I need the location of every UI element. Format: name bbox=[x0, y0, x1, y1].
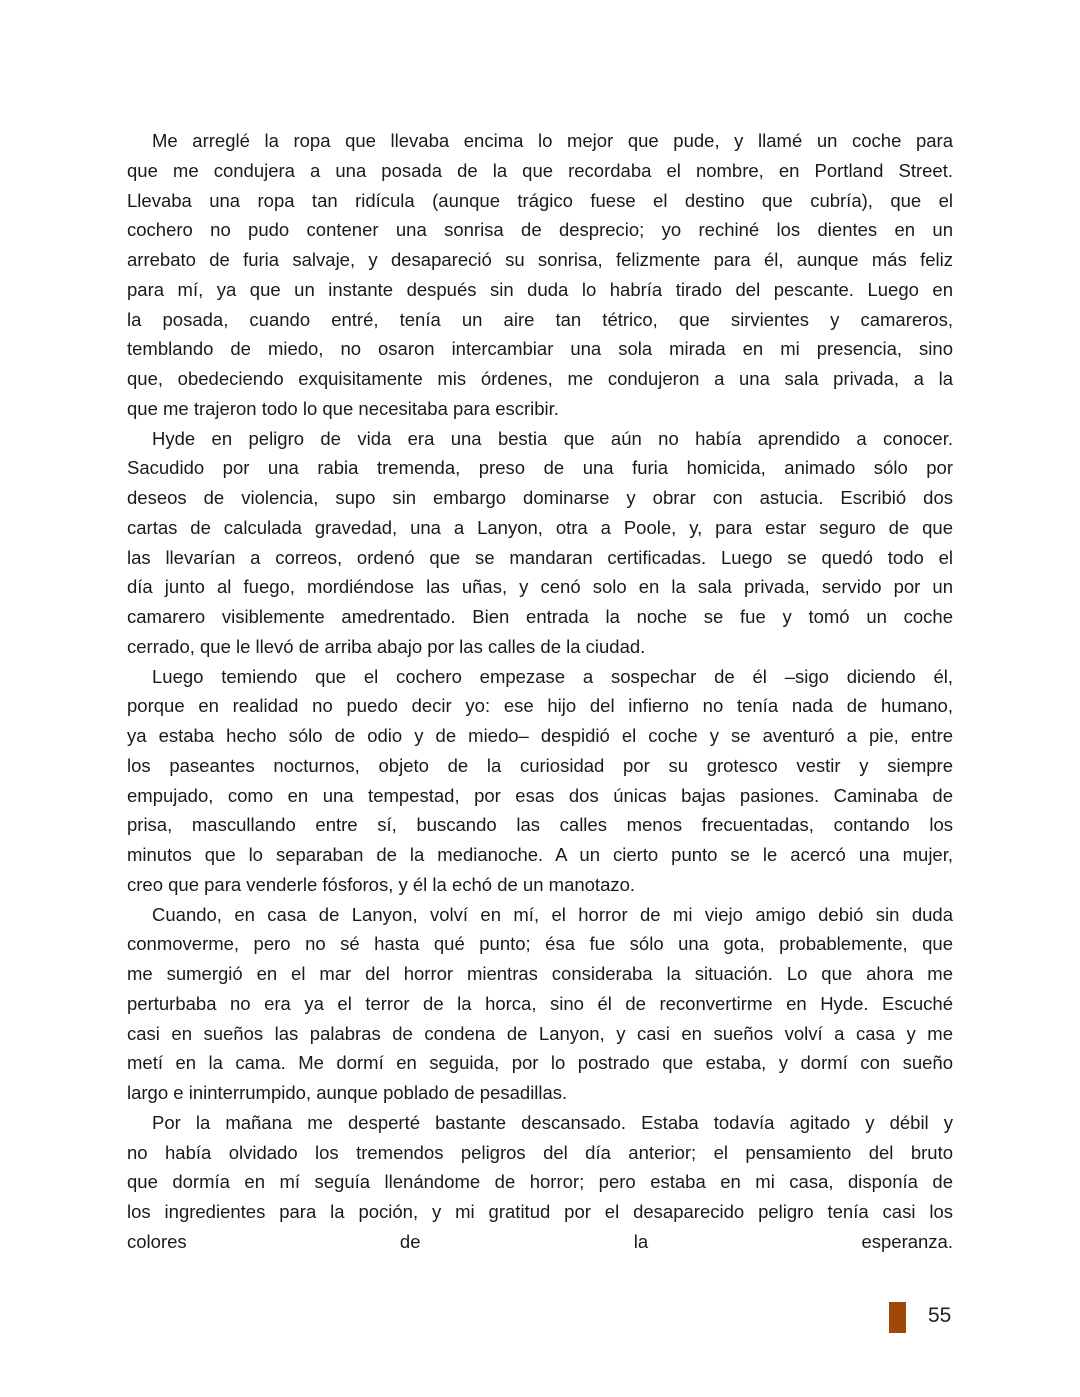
text-line: para mí, ya que un instante después sin duda lo habría tirado del pescante. Luego en bbox=[127, 278, 953, 300]
text-line: que me condujera a una posada de la que recordaba el nombre, en Portland Street. bbox=[127, 159, 953, 181]
text-line: la posada, cuando entré, tenía un aire tan tétrico, que sirvientes y camareros, bbox=[127, 308, 953, 330]
text-line: colores de la esperanza. bbox=[127, 1230, 953, 1252]
text-line: Llevaba una ropa tan ridícula (aunque trágico fuese el destino que cubría), que el bbox=[127, 189, 953, 211]
text-line: largo e ininterrumpido, aunque poblado de pesadillas. bbox=[127, 1082, 568, 1103]
text-line: empujado, como en una tempestad, por esas dos únicas bajas pasiones. Caminaba de bbox=[127, 784, 953, 806]
text-line: Por la mañana me desperté bastante descansado. Estaba todavía agitado y débil y bbox=[152, 1111, 953, 1133]
text-line: cochero no pudo contener una sonrisa de desprecio; yo rechiné los dientes en un bbox=[127, 219, 953, 241]
text-line: cartas de calculada gravedad, una a Lanyon, otra a Poole, y, para estar seguro de que bbox=[127, 516, 953, 538]
text-line: día junto al fuego, mordiéndose las uñas, y cenó solo en la sala privada, servido por un bbox=[127, 576, 953, 598]
text-line: Hyde en peligro de vida era una bestia que aún no había aprendido a conocer. bbox=[152, 427, 953, 449]
text-line: ya estaba hecho sólo de odio y de miedo– despidió el coche y se aventuró a pie, entre bbox=[127, 725, 953, 746]
text-line: conmoverme, pero no sé hasta qué punto; ésa fue sólo una gota, probablemente, que bbox=[127, 933, 953, 955]
text-line: las llevarían a correos, ordenó que se mandaran certificadas. Luego se quedó todo el bbox=[127, 546, 953, 568]
text-line: perturbaba no era ya el terror de la horca, sino él de reconvertirme en Hyde. Escuché bbox=[127, 992, 953, 1014]
text-line: minutos que lo separaban de la medianoche. A un cierto punto se le acercó una mujer, bbox=[127, 844, 953, 865]
paragraph bbox=[127, 900, 953, 1108]
body-text bbox=[127, 126, 953, 1257]
text-line: temblando de miedo, no osaron intercambiar una sola mirada en mi presencia, sino bbox=[127, 338, 953, 360]
text-line: los ingredientes para la poción, y mi gratitud por el desaparecido peligro tenía casi los bbox=[127, 1201, 953, 1222]
text-line: prisa, mascullando entre sí, buscando las calles menos frecuentadas, contando los bbox=[127, 814, 953, 836]
text-line: deseos de violencia, supo sin embargo dominarse y obrar con astucia. Escribió dos bbox=[127, 487, 953, 508]
text-line: Sacudido por una rabia tremenda, preso de una furia homicida, animado sólo por bbox=[127, 457, 953, 479]
text-line: Me arreglé la ropa que llevaba encima lo mejor que pude, y llamé un coche para bbox=[152, 130, 953, 151]
text-line: metí en la cama. Me dormí en seguida, por lo postrado que estaba, y dormí con sueño bbox=[127, 1052, 953, 1074]
text-line: casi en sueños las palabras de condena de Lanyon, y casi en sueños volví a casa y me bbox=[127, 1022, 953, 1044]
text-line: me sumergió en el mar del horror mientras consideraba la situación. Lo que ahora me bbox=[127, 963, 953, 984]
text-line: cerrado, que le llevó de arriba abajo por las calles de la ciudad. bbox=[127, 635, 646, 657]
paragraph bbox=[127, 662, 953, 900]
text-line: porque en realidad no puedo decir yo: ese hijo del infierno no tenía nada de humano, bbox=[127, 695, 953, 717]
paragraph bbox=[127, 126, 953, 424]
text-line: que, obedeciendo exquisitamente mis órdenes, me condujeron a una sala privada, a la bbox=[127, 368, 953, 389]
page-marker-bar bbox=[889, 1302, 906, 1333]
text-line: que dormía en mí seguía llenándome de horror; pero estaba en mi casa, disponía de bbox=[127, 1171, 953, 1193]
paragraph bbox=[127, 424, 953, 662]
text-line: no había olvidado los tremendos peligros del día anterior; el pensamiento del bruto bbox=[127, 1141, 953, 1163]
text-line: camarero visiblemente amedrentado. Bien entrada la noche se fue y tomó un coche bbox=[127, 606, 953, 627]
page-number: 55 bbox=[928, 1304, 952, 1327]
text-line: los paseantes nocturnos, objeto de la curiosidad por su grotesco vestir y siempre bbox=[127, 754, 953, 776]
text-line: arrebato de furia salvaje, y desapareció su sonrisa, felizmente para él, aunque más feliz bbox=[127, 249, 953, 270]
paragraph bbox=[127, 1108, 953, 1257]
text-line: Cuando, en casa de Lanyon, volví en mí, el horror de mi viejo amigo debió sin duda bbox=[152, 903, 953, 925]
text-line: que me trajeron todo lo que necesitaba para escribir. bbox=[127, 397, 559, 419]
text-line: creo que para venderle fósforos, y él la echó de un manotazo. bbox=[127, 873, 636, 895]
text-line: Luego temiendo que el cochero empezase a sospechar de él –sigo diciendo él, bbox=[152, 665, 953, 687]
